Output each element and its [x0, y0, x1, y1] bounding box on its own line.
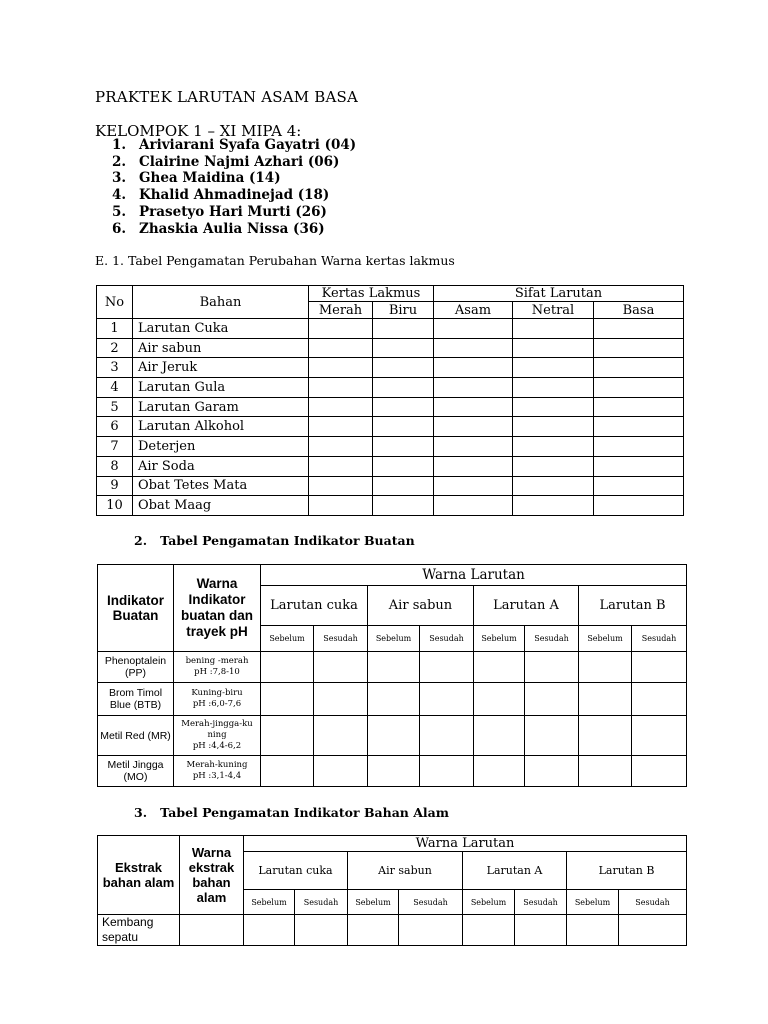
empty-cell[interactable] — [420, 683, 474, 716]
empty-cell[interactable] — [632, 756, 687, 787]
row-number: 10 — [97, 496, 133, 516]
empty-cell[interactable] — [373, 338, 434, 358]
empty-cell[interactable] — [463, 915, 515, 946]
empty-cell[interactable] — [309, 417, 373, 437]
member-name: Clairine Najmi Azhari (06) — [139, 153, 340, 170]
member-name: Zhaskia Aulia Nissa (36) — [139, 220, 325, 237]
empty-cell[interactable] — [434, 456, 513, 476]
section3-title-text: Tabel Pengamatan Indikator Bahan Alam — [160, 805, 450, 820]
header-sebelum: Sebelum — [368, 626, 420, 652]
table-row — [97, 338, 684, 358]
header-sesudah: Sesudah — [632, 626, 687, 652]
indikator-name: Phenoptalein (PP) — [98, 652, 174, 683]
ph-range: pH :6,0-7,6 — [192, 699, 242, 709]
empty-cell[interactable] — [368, 683, 420, 716]
empty-cell[interactable] — [434, 358, 513, 378]
empty-cell[interactable] — [373, 397, 434, 417]
header-sesudah: Sesudah — [399, 890, 463, 915]
table-row — [97, 437, 684, 457]
member-number: 4. — [112, 187, 127, 204]
empty-cell[interactable] — [594, 496, 684, 516]
row-number: 4 — [97, 378, 133, 398]
member-name: Khalid Ahmadinejad (18) — [139, 187, 330, 204]
table-row — [98, 915, 687, 946]
table-row — [98, 716, 687, 756]
empty-cell[interactable] — [434, 496, 513, 516]
empty-cell[interactable] — [594, 456, 684, 476]
empty-cell[interactable] — [474, 652, 525, 683]
empty-cell[interactable] — [525, 716, 579, 756]
empty-cell[interactable] — [594, 319, 684, 339]
section3-title — [134, 805, 449, 820]
row-number: 5 — [97, 397, 133, 417]
empty-cell[interactable] — [309, 397, 373, 417]
row-bahan: Larutan Alkohol — [133, 417, 309, 437]
member-item — [112, 170, 356, 187]
header-warna-indikator: Warna Indikator buatan dan trayek pH — [174, 565, 261, 652]
row-bahan: Air Soda — [133, 456, 309, 476]
empty-cell[interactable] — [244, 915, 295, 946]
row-bahan: Larutan Garam — [133, 397, 309, 417]
empty-cell[interactable] — [579, 716, 632, 756]
member-name: Ariviarani Syafa Gayatri (04) — [139, 137, 357, 153]
empty-cell[interactable] — [373, 437, 434, 457]
empty-cell[interactable] — [434, 378, 513, 398]
empty-cell[interactable] — [594, 358, 684, 378]
header-group: Larutan A — [474, 586, 579, 626]
empty-cell[interactable] — [619, 915, 687, 946]
header-group: Larutan B — [567, 852, 687, 890]
member-number: 1. — [112, 137, 127, 153]
warna-trayek — [174, 652, 261, 683]
header-sebelum: Sebelum — [567, 890, 619, 915]
empty-cell[interactable] — [579, 756, 632, 787]
empty-cell[interactable] — [309, 378, 373, 398]
empty-cell[interactable] — [594, 378, 684, 398]
header-bahan: Bahan — [133, 286, 309, 319]
header-indikator: Indikator Buatan — [98, 565, 174, 652]
header-group: Larutan cuka — [244, 852, 348, 890]
member-number: 5. — [112, 203, 127, 220]
empty-cell[interactable] — [261, 716, 314, 756]
member-name: Ghea Maidina (14) — [139, 170, 281, 187]
header-basa: Basa — [594, 302, 684, 319]
table-row — [97, 476, 684, 496]
table-row — [97, 378, 684, 398]
empty-cell[interactable] — [513, 496, 594, 516]
empty-cell[interactable] — [309, 338, 373, 358]
header-group: Larutan A — [463, 852, 567, 890]
member-number: 2. — [112, 153, 127, 170]
header-kertas-lakmus: Kertas Lakmus — [309, 286, 434, 302]
member-item — [112, 204, 356, 221]
section1-prefix: E. 1. — [95, 253, 124, 268]
header-sifat-larutan: Sifat Larutan — [434, 286, 684, 302]
empty-cell[interactable] — [513, 437, 594, 457]
empty-cell[interactable] — [579, 683, 632, 716]
row-bahan: Larutan Cuka — [133, 319, 309, 339]
header-sebelum: Sebelum — [474, 626, 525, 652]
empty-cell[interactable] — [373, 496, 434, 516]
header-sesudah: Sesudah — [619, 890, 687, 915]
member-item — [112, 187, 356, 204]
header-biru: Biru — [373, 302, 434, 319]
table-row — [98, 756, 687, 787]
empty-cell[interactable] — [515, 915, 567, 946]
empty-cell[interactable] — [632, 652, 687, 683]
warna-text: bening -merah — [185, 656, 249, 666]
section1-title — [95, 253, 455, 268]
member-item — [112, 137, 356, 154]
header-group: Air sabun — [368, 586, 474, 626]
empty-cell[interactable] — [368, 716, 420, 756]
indikator-buatan-table — [97, 564, 687, 787]
empty-cell[interactable] — [474, 683, 525, 716]
empty-cell[interactable] — [434, 476, 513, 496]
header-group: Larutan B — [579, 586, 687, 626]
empty-cell[interactable] — [314, 683, 368, 716]
row-bahan: Larutan Gula — [133, 378, 309, 398]
empty-cell[interactable] — [314, 716, 368, 756]
ph-range: pH :4,4-6,2 — [192, 741, 242, 751]
empty-cell[interactable] — [373, 358, 434, 378]
table-row — [97, 417, 684, 437]
header-ekstrak: Ekstrak bahan alam — [98, 836, 180, 915]
empty-cell[interactable] — [567, 915, 619, 946]
empty-cell[interactable] — [513, 319, 594, 339]
row-number: 1 — [97, 319, 133, 339]
row-number: 9 — [97, 476, 133, 496]
empty-cell[interactable] — [434, 338, 513, 358]
row-bahan: Obat Tetes Mata — [133, 476, 309, 496]
table-row — [97, 397, 684, 417]
header-sesudah: Sesudah — [420, 626, 474, 652]
empty-cell[interactable] — [513, 338, 594, 358]
header-merah: Merah — [309, 302, 373, 319]
empty-cell[interactable] — [594, 437, 684, 457]
empty-cell[interactable] — [594, 397, 684, 417]
empty-cell[interactable] — [525, 652, 579, 683]
warna-text: Merah-jingga-ku ning — [181, 719, 253, 740]
empty-cell[interactable] — [314, 756, 368, 787]
ph-range: pH :7,8-10 — [194, 667, 240, 677]
empty-cell[interactable] — [594, 338, 684, 358]
empty-cell[interactable] — [434, 437, 513, 457]
ekstrak-name: Kembang sepatu — [98, 915, 180, 946]
header-sebelum: Sebelum — [579, 626, 632, 652]
empty-cell[interactable] — [513, 417, 594, 437]
row-number: 7 — [97, 437, 133, 457]
header-group: Larutan cuka — [261, 586, 368, 626]
row-number: 2 — [97, 338, 133, 358]
header-sesudah: Sesudah — [314, 626, 368, 652]
empty-cell[interactable] — [180, 915, 244, 946]
header-sebelum: Sebelum — [261, 626, 314, 652]
empty-cell[interactable] — [348, 915, 399, 946]
empty-cell[interactable] — [420, 652, 474, 683]
empty-cell[interactable] — [314, 652, 368, 683]
warna-trayek — [174, 756, 261, 787]
empty-cell[interactable] — [474, 716, 525, 756]
empty-cell[interactable] — [309, 319, 373, 339]
section2-title — [134, 533, 415, 548]
row-number: 3 — [97, 358, 133, 378]
empty-cell[interactable] — [309, 476, 373, 496]
header-warna-ekstrak: Warna ekstrak bahan alam — [180, 836, 244, 915]
empty-cell[interactable] — [261, 652, 314, 683]
empty-cell[interactable] — [309, 456, 373, 476]
table-row — [97, 319, 684, 339]
group-heading: KELOMPOK 1 – XI MIPA 4: — [95, 122, 302, 140]
empty-cell[interactable] — [373, 319, 434, 339]
indikator-name: Metil Red (MR) — [98, 716, 174, 756]
member-list — [112, 137, 356, 237]
empty-cell[interactable] — [261, 683, 314, 716]
header-no: No — [97, 286, 133, 319]
header-sesudah: Sesudah — [295, 890, 348, 915]
header-sesudah: Sesudah — [515, 890, 567, 915]
empty-cell[interactable] — [309, 496, 373, 516]
table-row — [97, 496, 684, 516]
empty-cell[interactable] — [513, 358, 594, 378]
row-bahan: Deterjen — [133, 437, 309, 457]
header-sebelum: Sebelum — [244, 890, 295, 915]
section3-num: 3. — [134, 805, 148, 820]
table-row — [97, 358, 684, 378]
warna-text: Kuning-biru — [191, 688, 243, 698]
empty-cell[interactable] — [373, 456, 434, 476]
row-number: 6 — [97, 417, 133, 437]
member-number: 3. — [112, 170, 127, 187]
section2-num: 2. — [134, 533, 148, 548]
row-bahan: Obat Maag — [133, 496, 309, 516]
header-warna-larutan: Warna Larutan — [244, 836, 687, 852]
header-netral: Netral — [513, 302, 594, 319]
empty-cell[interactable] — [261, 756, 314, 787]
empty-cell[interactable] — [525, 756, 579, 787]
empty-cell[interactable] — [399, 915, 463, 946]
warna-text: Merah-kuning — [186, 760, 248, 770]
warna-trayek — [174, 683, 261, 716]
empty-cell[interactable] — [373, 417, 434, 437]
empty-cell[interactable] — [632, 716, 687, 756]
empty-cell[interactable] — [420, 756, 474, 787]
header-sebelum: Sebelum — [463, 890, 515, 915]
empty-cell[interactable] — [420, 716, 474, 756]
empty-cell[interactable] — [513, 378, 594, 398]
empty-cell[interactable] — [632, 683, 687, 716]
empty-cell[interactable] — [368, 652, 420, 683]
member-item — [112, 221, 356, 238]
empty-cell[interactable] — [434, 319, 513, 339]
empty-cell[interactable] — [309, 437, 373, 457]
indikator-alam-table — [97, 835, 687, 946]
table-row — [97, 456, 684, 476]
section1-title-text: Tabel Pengamatan Perubahan Warna kertas lakmus — [127, 253, 455, 268]
empty-cell[interactable] — [513, 456, 594, 476]
empty-cell[interactable] — [309, 358, 373, 378]
litmus-table — [96, 285, 684, 516]
member-number: 6. — [112, 220, 127, 237]
empty-cell[interactable] — [368, 756, 420, 787]
empty-cell[interactable] — [594, 417, 684, 437]
document-title: PRAKTEK LARUTAN ASAM BASA — [95, 88, 359, 106]
empty-cell[interactable] — [579, 652, 632, 683]
empty-cell[interactable] — [434, 417, 513, 437]
row-bahan: Air sabun — [133, 338, 309, 358]
table-row — [98, 652, 687, 683]
section2-title-text: Tabel Pengamatan Indikator Buatan — [160, 533, 415, 548]
row-number: 8 — [97, 456, 133, 476]
empty-cell[interactable] — [373, 476, 434, 496]
empty-cell[interactable] — [434, 397, 513, 417]
ph-range: pH :3,1-4,4 — [192, 771, 242, 781]
header-warna-larutan: Warna Larutan — [261, 565, 687, 586]
header-sebelum: Sebelum — [348, 890, 399, 915]
header-group: Air sabun — [348, 852, 463, 890]
header-asam: Asam — [434, 302, 513, 319]
row-bahan: Air Jeruk — [133, 358, 309, 378]
empty-cell[interactable] — [513, 397, 594, 417]
empty-cell[interactable] — [594, 476, 684, 496]
empty-cell[interactable] — [295, 915, 348, 946]
empty-cell[interactable] — [513, 476, 594, 496]
indikator-name: Brom Timol Blue (BTB) — [98, 683, 174, 716]
member-item — [112, 154, 356, 171]
empty-cell[interactable] — [373, 378, 434, 398]
indikator-name: Metil Jingga (MO) — [98, 756, 174, 787]
table-row — [98, 683, 687, 716]
empty-cell[interactable] — [525, 683, 579, 716]
header-sesudah: Sesudah — [525, 626, 579, 652]
member-name: Prasetyo Hari Murti (26) — [139, 203, 327, 220]
warna-trayek — [174, 716, 261, 756]
empty-cell[interactable] — [474, 756, 525, 787]
